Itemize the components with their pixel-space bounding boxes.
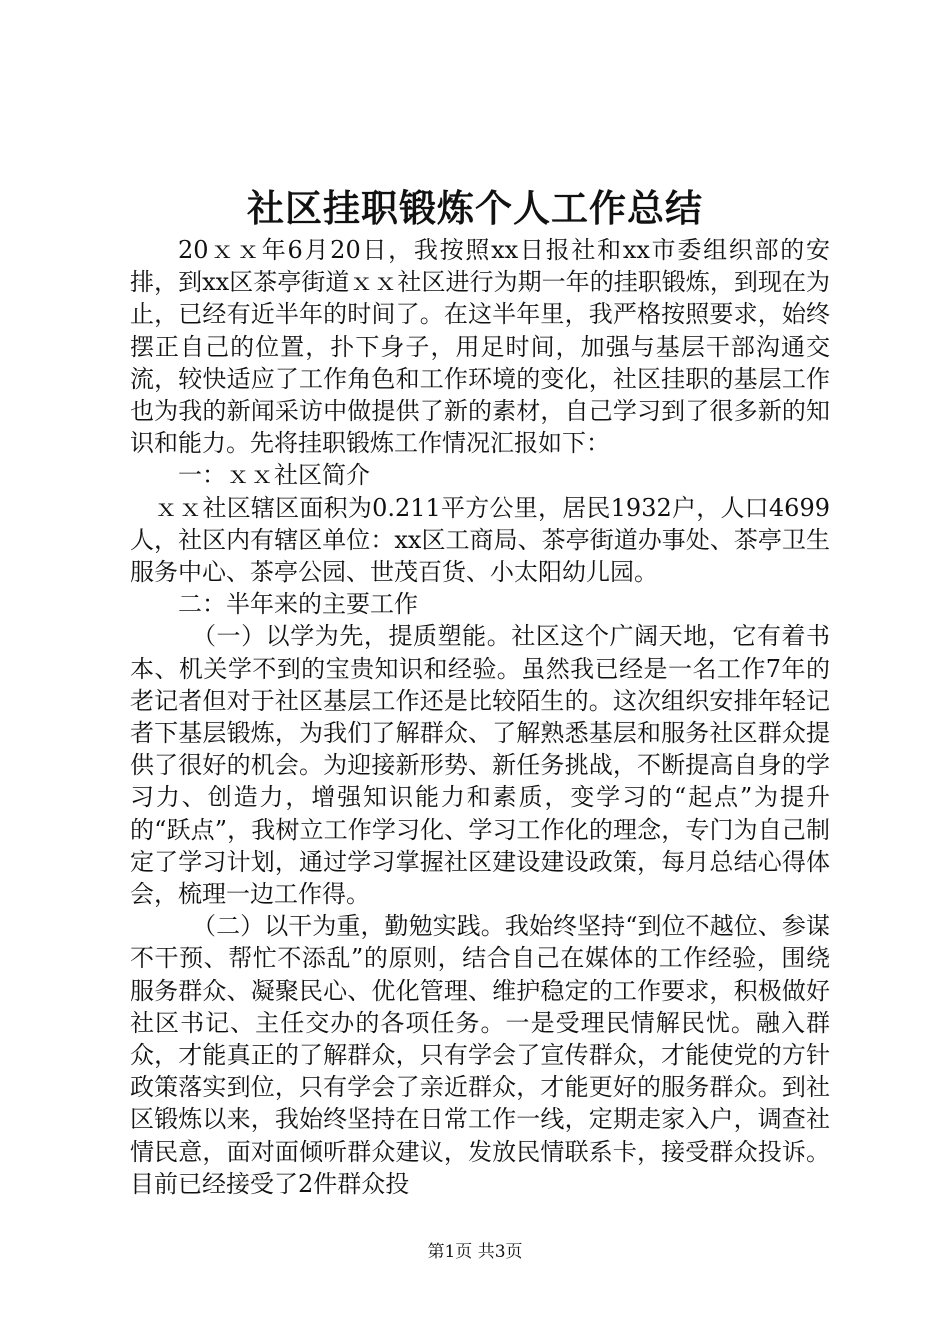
section-heading-1: 一：ｘｘ社区简介 <box>178 461 370 490</box>
section-heading-2: 二：半年来的主要工作 <box>178 590 418 619</box>
page-footer: 第1页 共3页 <box>427 1242 523 1262</box>
document-body <box>130 234 830 1200</box>
document-title: 社区挂职锻炼个人工作总结 <box>247 186 703 230</box>
intro-paragraph: 20ｘｘ年6月20日，我按照xx日报社和xx市委组织部的安排，到xx区茶亭街道ｘｘ社区进行为期一年的挂职锻炼，到现在为止，已经有近半年的时间了。在这半年里，我严格按照要求，始终摆正自己的位置，扑下身子，用足时间，加强与基层干部沟通交流，较快适应了工作角色和工作环境的变化，社区挂职的基层工作也为我的新闻采访中做提供了新的素材，自己学习到了很多新的知识和能力。先将挂职锻炼工作情况汇报如下： <box>130 236 830 458</box>
community-intro-paragraph: ｘｘ社区辖区面积为0.211平方公里，居民1932户，人口4699人，社区内有辖区单位：xx区工商局、茶亭街道办事处、茶亭卫生服务中心、茶亭公园、世茂百货、小太阳幼儿园。 <box>130 493 830 587</box>
work-item-1-paragraph: （一）以学为先，提质塑能。社区这个广阔天地，它有着书本、机关学不到的宝贵知识和经验。虽然我已经是一名工作7年的老记者但对于社区基层工作还是比较陌生的。这次组织安排年轻记者下基层锻炼，为我们了解群众、了解熟悉基层和服务社区群众提供了很好的机会。为迎接新形势、新任务挑战，不断提高自身的学习力、创造力，增强知识能力和素质，变学习的“起点”为提升的“跃点”，我树立工作学习化、学习工作化的理念，专门为自己制定了学习计划，通过学习掌握社区建设建设政策，每月总结心得体会，梳理一边工作得。 <box>130 622 830 909</box>
work-item-2-paragraph: （二）以干为重，勤勉实践。我始终坚持“到位不越位、参谋不干预、帮忙不添乱”的原则，结合自己在媒体的工作经验，围绕服务群众、凝聚民心、优化管理、维护稳定的工作要求，积极做好社区书记、主任交办的各项任务。一是受理民情解民忧。融入群众，才能真正的了解群众，只有学会了宣传群众，才能使党的方针政策落实到位，只有学会了亲近群众，才能更好的服务群众。到社区锻炼以来，我始终坚持在日常工作一线，定期走家入户，调查社情民意，面对面倾听群众建议，发放民情联系卡，接受群众投诉。目前已经接受了2件群众投 <box>130 912 830 1198</box>
